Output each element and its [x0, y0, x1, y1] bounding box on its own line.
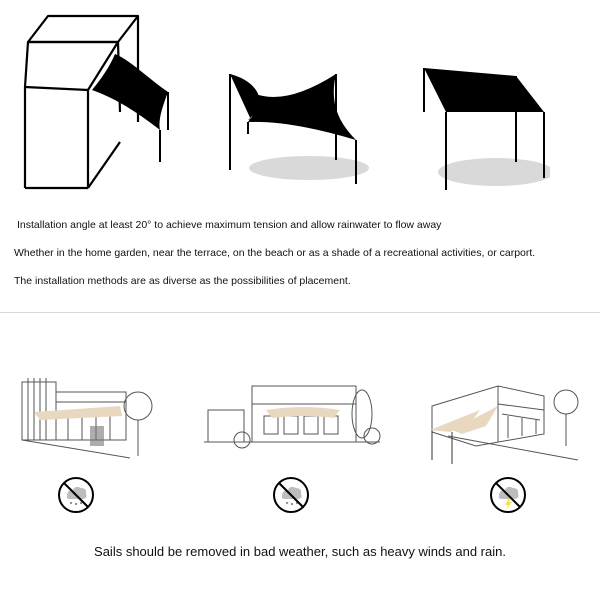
no-storm-icon — [57, 476, 95, 514]
house-with-sail-center-icon — [204, 380, 384, 452]
no-thunder-icon — [489, 476, 527, 514]
no-rain-icon — [272, 476, 310, 514]
rectangular-sail-icon — [418, 60, 550, 195]
installation-methods-caption: The installation methods are as diverse as the possibilities of placement. — [14, 275, 351, 287]
four-point-sail-icon — [224, 60, 369, 188]
section-divider — [0, 312, 600, 313]
sail-on-building-wall-icon — [20, 12, 180, 192]
house-with-sail-right-icon — [428, 376, 588, 466]
installation-angle-caption: Installation angle at least 20° to achieve maximum tension and allow rainwater to flow away — [17, 219, 442, 231]
house-with-sail-left-icon — [18, 372, 158, 464]
placement-options-caption: Whether in the home garden, near the terrace, on the beach or as a shade of a recreational activities, or carport. — [14, 247, 536, 259]
bad-weather-notice: Sails should be removed in bad weather, such as heavy winds and rain. — [94, 544, 506, 559]
